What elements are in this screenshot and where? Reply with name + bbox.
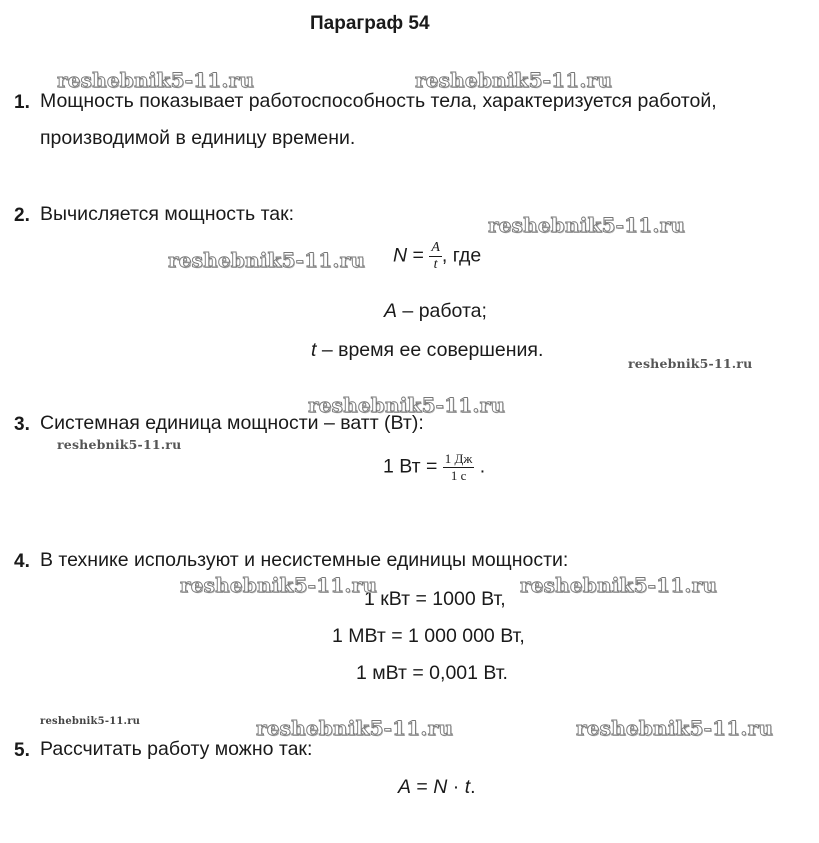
definition-symbol: A: [384, 300, 398, 322]
power-formula: [393, 240, 481, 273]
fraction-denominator: 1 с: [450, 468, 467, 483]
definition-symbol: t: [311, 339, 317, 361]
fraction-numerator: 1 Дж: [444, 451, 473, 466]
watermark: reshebnik5-11.ru: [57, 68, 255, 92]
formula-tail: , где: [441, 244, 482, 267]
joule-over-second-fraction: [443, 451, 475, 484]
watermark: reshebnik5-11.ru: [180, 573, 378, 597]
watermark: reshebnik5-11.ru: [520, 573, 718, 597]
power-symbol: N: [393, 244, 408, 267]
power-symbol: N: [433, 776, 448, 798]
equals-sign: =: [411, 776, 434, 798]
watermark: reshebnik5-11.ru: [488, 213, 686, 237]
watermark: reshebnik5-11.ru: [308, 393, 506, 417]
item-2-text: Вычисляется мощность так:: [40, 203, 295, 225]
formula-lhs: 1 Вт =: [383, 455, 443, 478]
definition-work: [384, 300, 487, 323]
formula-end: .: [470, 776, 476, 798]
watermark: reshebnik5-11.ru: [40, 716, 141, 727]
page-title: Параграф 54: [310, 13, 430, 34]
watermark: reshebnik5-11.ru: [168, 248, 366, 272]
watermark: reshebnik5-11.ru: [57, 437, 182, 452]
watermark: reshebnik5-11.ru: [256, 716, 454, 740]
item-3-number: 3.: [14, 414, 30, 435]
definition-text: – время ее совершения.: [316, 339, 544, 361]
work-symbol: A: [398, 776, 412, 798]
fraction-numerator: A: [431, 240, 440, 255]
equation-kilowatt: 1 кВт = 1000 Вт,: [364, 588, 506, 610]
item-5-text: Рассчитать работу можно так:: [40, 738, 313, 760]
watt-formula: [383, 451, 485, 484]
item-3-text: Системная единица мощности – ватт (Вт):: [40, 412, 424, 434]
equals-sign: =: [407, 244, 430, 267]
definition-text: – работа;: [397, 300, 487, 322]
item-1-number: 1.: [14, 92, 30, 113]
work-over-time-fraction: [429, 240, 442, 273]
item-1-line-1: Мощность показывает работоспособность тела, характеризуется работой,: [40, 90, 717, 112]
item-1-line-2: производимой в единицу времени.: [40, 127, 356, 149]
work-formula: [398, 776, 476, 799]
formula-tail: .: [474, 455, 486, 478]
equation-megawatt: 1 МВт = 1 000 000 Вт,: [332, 625, 525, 647]
watermark: reshebnik5-11.ru: [576, 716, 774, 740]
item-2-number: 2.: [14, 205, 30, 226]
multiply-dot: ·: [447, 776, 465, 798]
fraction-denominator: t: [433, 257, 438, 272]
definition-time: [311, 339, 543, 362]
time-symbol: t: [464, 776, 471, 798]
watermark: reshebnik5-11.ru: [628, 356, 753, 371]
equation-milliwatt: 1 мВт = 0,001 Вт.: [356, 662, 508, 684]
item-4-number: 4.: [14, 551, 30, 572]
item-5-number: 5.: [14, 740, 30, 761]
item-4-text: В технике используют и несистемные единицы мощности:: [40, 549, 569, 571]
watermark: reshebnik5-11.ru: [415, 68, 613, 92]
